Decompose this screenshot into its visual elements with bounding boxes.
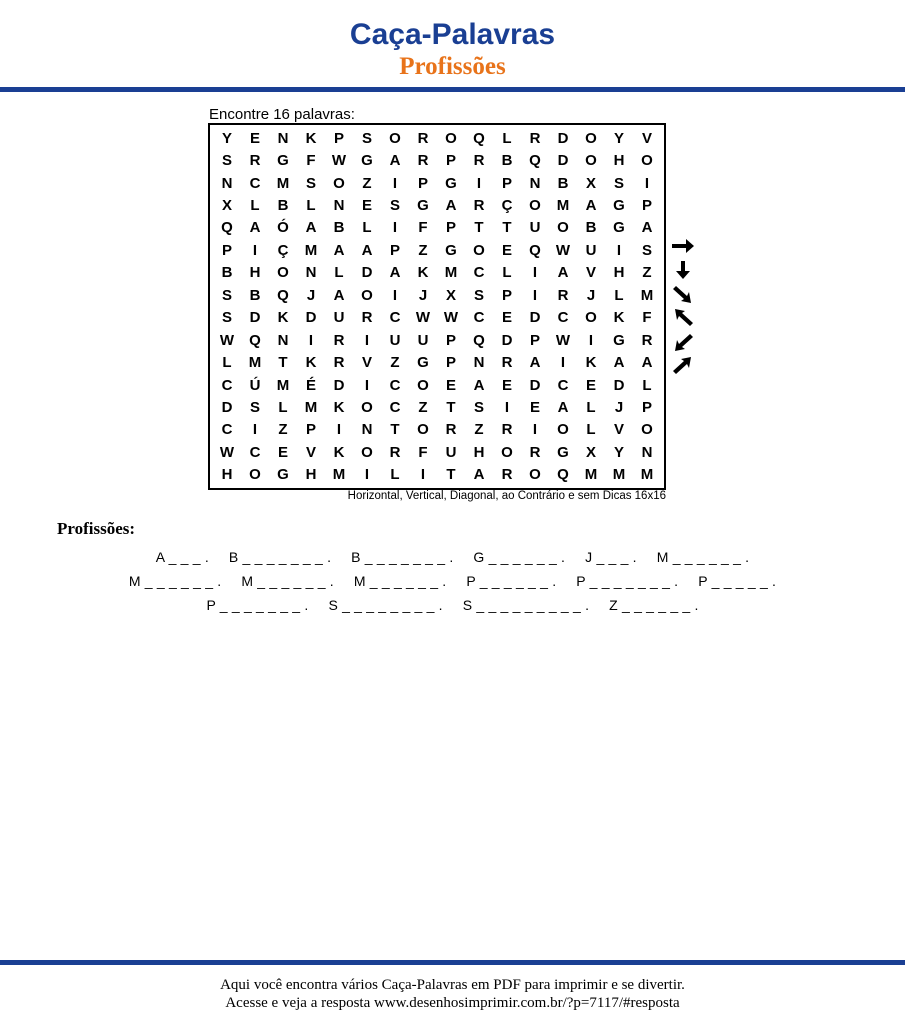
grid-letter: I — [392, 286, 398, 304]
grid-letter: W — [331, 152, 347, 170]
grid-letter: A — [389, 264, 401, 282]
grid-letter: L — [278, 398, 288, 416]
grid-letter: J — [586, 286, 596, 304]
grid-letter: O — [473, 241, 485, 259]
grid-letter: D — [557, 152, 569, 170]
arrow-up-left-icon — [670, 308, 696, 328]
grid-letter: D — [501, 331, 513, 349]
grid-letter: G — [557, 443, 569, 461]
grid-letter: L — [502, 129, 512, 147]
grid-letter: Z — [474, 421, 484, 439]
grid-letter: Y — [613, 443, 624, 461]
grid-letter: R — [529, 129, 541, 147]
grid-letter: K — [613, 309, 625, 327]
grid-letter: H — [473, 443, 485, 461]
grid-letter: F — [418, 219, 428, 237]
word-clue: M _ _ _ _ _ _ . — [656, 549, 750, 565]
grid-letter: C — [473, 309, 485, 327]
grid-letter: S — [473, 398, 484, 416]
grid-letter: Q — [277, 286, 289, 304]
arrow-down-left-icon — [670, 332, 696, 352]
grid-letter: M — [444, 264, 458, 282]
grid-letter: Q — [529, 152, 541, 170]
word-clue: M _ _ _ _ _ _ . — [128, 573, 222, 589]
grid-letter: P — [501, 174, 512, 192]
grid-letter: F — [642, 309, 652, 327]
grid-letter: B — [249, 286, 261, 304]
grid-letter: K — [277, 309, 289, 327]
grid-letter: L — [502, 264, 512, 282]
word-clue: S _ _ _ _ _ _ _ _ _ . — [462, 597, 590, 613]
grid-letter: X — [221, 197, 232, 215]
grid-letter: Z — [642, 264, 652, 282]
grid-letter: Ç — [501, 197, 513, 215]
grid-letter: P — [529, 331, 540, 349]
grid-letter: U — [389, 331, 401, 349]
grid-letter: E — [277, 443, 288, 461]
grid-letter: I — [588, 331, 594, 349]
grid-letter: S — [305, 174, 316, 192]
grid-letter: R — [361, 309, 373, 327]
grid-letter: C — [473, 264, 485, 282]
grid-letter: C — [249, 174, 261, 192]
grid-letter: A — [445, 197, 457, 215]
grid-letter: Ç — [277, 241, 289, 259]
grid-letter: B — [557, 174, 569, 192]
grid-letter: Q — [473, 331, 485, 349]
grid-letter: L — [222, 354, 232, 372]
bottom-divider — [0, 960, 905, 965]
grid-letter: O — [585, 152, 597, 170]
page-subtitle: Profissões — [399, 53, 506, 80]
direction-legend — [668, 236, 700, 376]
grid-letter: O — [333, 174, 345, 192]
grid-letter: C — [249, 443, 261, 461]
grid-letter: D — [305, 309, 317, 327]
grid-letter: L — [362, 219, 372, 237]
grid-letter: R — [473, 152, 485, 170]
grid-letter: T — [474, 219, 484, 237]
grid-letter: W — [555, 241, 571, 259]
grid-letter: Y — [613, 129, 624, 147]
puzzle-instructions: Encontre 16 palavras: — [209, 106, 355, 123]
grid-letter: O — [417, 376, 429, 394]
grid-letter: A — [305, 219, 317, 237]
grid-letter: D — [529, 376, 541, 394]
grid-letter: M — [304, 398, 318, 416]
grid-letter: K — [305, 354, 317, 372]
grid-letter: G — [445, 241, 457, 259]
grid-letter: R — [557, 286, 569, 304]
grid-letter: K — [333, 398, 345, 416]
words-section-label: Profissões: — [57, 519, 136, 538]
grid-letter: I — [616, 241, 622, 259]
grid-letter: P — [641, 398, 652, 416]
word-clue: P _ _ _ _ _ . — [698, 573, 777, 589]
grid-letter: W — [219, 443, 235, 461]
grid-letter: Z — [390, 354, 400, 372]
grid-letter: U — [417, 331, 429, 349]
grid-letter: R — [333, 331, 345, 349]
grid-letter: T — [446, 398, 456, 416]
grid-letter: O — [641, 152, 653, 170]
grid-letter: Q — [557, 466, 569, 484]
grid-letter: L — [390, 466, 400, 484]
grid-letter: E — [585, 376, 596, 394]
grid-letter: R — [389, 443, 401, 461]
grid-letter: E — [445, 376, 456, 394]
top-divider — [0, 87, 905, 92]
grid-letter: N — [641, 443, 653, 461]
grid-letter: X — [585, 443, 596, 461]
grid-letter: J — [418, 286, 428, 304]
grid-letter: O — [557, 421, 569, 439]
word-clue: P _ _ _ _ _ _ _ . — [576, 573, 679, 589]
grid-letter: G — [277, 152, 289, 170]
grid-letter: M — [612, 466, 626, 484]
grid-letter: I — [504, 398, 510, 416]
grid-letter: O — [585, 129, 597, 147]
grid-letter: A — [333, 286, 345, 304]
grid-letter: P — [333, 129, 344, 147]
footer-text: Aqui você encontra vários Caça-Palavras em PDF para imprimir e se divertir. — [220, 977, 685, 993]
grid-letter: I — [560, 354, 566, 372]
grid-letter: B — [501, 152, 513, 170]
grid-letter: K — [333, 443, 345, 461]
grid-letter: P — [305, 421, 316, 439]
grid-letter: I — [336, 421, 342, 439]
grid-letter: E — [249, 129, 260, 147]
grid-letter: N — [221, 174, 233, 192]
grid-letter: G — [613, 197, 625, 215]
grid-letter: I — [392, 219, 398, 237]
grid-letter: G — [613, 331, 625, 349]
grid-letter: Q — [221, 219, 233, 237]
grid-letter: R — [417, 129, 429, 147]
grid-letter: M — [556, 197, 570, 215]
grid-letter: W — [219, 331, 235, 349]
grid-letter: A — [557, 264, 569, 282]
word-clue: G _ _ _ _ _ _ . — [473, 549, 566, 565]
grid-letter: Q — [249, 331, 261, 349]
grid-letter: A — [641, 219, 653, 237]
page-title: Caça-Palavras — [349, 18, 556, 51]
grid-letter: Ó — [277, 219, 289, 237]
grid-letter: X — [445, 286, 456, 304]
grid-letter: W — [555, 331, 571, 349]
grid-letter: A — [613, 354, 625, 372]
grid-letter: V — [641, 129, 652, 147]
grid-letter: R — [641, 331, 653, 349]
grid-letter: A — [585, 197, 597, 215]
grid-letter: W — [443, 309, 459, 327]
grid-letter: G — [417, 197, 429, 215]
grid-letter: T — [278, 354, 288, 372]
grid-letter: D — [249, 309, 261, 327]
grid-letter: I — [532, 264, 538, 282]
grid-letter: O — [361, 443, 373, 461]
word-clue: B _ _ _ _ _ _ _ . — [228, 549, 332, 565]
grid-letter: L — [334, 264, 344, 282]
word-clues-line-1 — [0, 548, 905, 566]
grid-letter: P — [641, 197, 652, 215]
grid-letter: L — [250, 197, 260, 215]
grid-letter: N — [529, 174, 541, 192]
grid-letter: S — [221, 309, 232, 327]
grid-letter: P — [501, 286, 512, 304]
grid-letter: A — [333, 241, 345, 259]
grid-letter: Z — [418, 241, 428, 259]
word-search-grid — [208, 123, 666, 490]
arrow-down-right-icon — [670, 284, 696, 304]
grid-letter: L — [614, 286, 624, 304]
grid-letter: I — [308, 331, 314, 349]
grid-letter: A — [473, 466, 485, 484]
grid-letter: I — [532, 286, 538, 304]
grid-letter: D — [333, 376, 345, 394]
grid-letter: E — [501, 309, 512, 327]
grid-letter: G — [417, 354, 429, 372]
grid-letter: O — [361, 286, 373, 304]
grid-letter: U — [585, 241, 597, 259]
grid-letter: P — [445, 331, 456, 349]
grid-letter: O — [557, 219, 569, 237]
grid-letter: R — [249, 152, 261, 170]
arrow-down-icon — [670, 260, 696, 280]
grid-letter: O — [501, 443, 513, 461]
grid-letter: Z — [278, 421, 288, 439]
grid-letter: S — [249, 398, 260, 416]
grid-letter: I — [364, 331, 370, 349]
grid-letter: N — [277, 331, 289, 349]
grid-letter: H — [613, 264, 625, 282]
grid-letter: B — [221, 264, 233, 282]
grid-letter: G — [361, 152, 373, 170]
grid-letter: D — [361, 264, 373, 282]
grid-letter: R — [473, 197, 485, 215]
grid-letter: G — [613, 219, 625, 237]
grid-letter: R — [501, 354, 513, 372]
grid-letter: V — [361, 354, 372, 372]
grid-letter: O — [641, 421, 653, 439]
grid-letter: I — [252, 421, 258, 439]
grid-letter: O — [249, 466, 261, 484]
grid-letter: C — [557, 309, 569, 327]
grid-letter: I — [420, 466, 426, 484]
grid-letter: H — [613, 152, 625, 170]
grid-letter: R — [501, 466, 513, 484]
grid-letter: O — [529, 466, 541, 484]
grid-letter: C — [221, 376, 233, 394]
grid-letter: V — [613, 421, 624, 439]
grid-letter: H — [221, 466, 233, 484]
grid-letter: L — [642, 376, 652, 394]
grid-letter: U — [529, 219, 541, 237]
grid-letter: N — [361, 421, 373, 439]
word-clue: A _ _ _ . — [155, 549, 209, 565]
grid-letter: C — [557, 376, 569, 394]
grid-letter: I — [532, 421, 538, 439]
grid-letter: E — [529, 398, 540, 416]
grid-letter: I — [364, 376, 370, 394]
grid-letter: M — [304, 241, 318, 259]
grid-letter: M — [248, 354, 262, 372]
grid-letter: S — [473, 286, 484, 304]
arrow-right-icon — [670, 236, 696, 256]
grid-letter: S — [361, 129, 372, 147]
word-clue: P _ _ _ _ _ _ _ . — [206, 597, 309, 613]
grid-letter: F — [418, 443, 428, 461]
grid-letter: P — [445, 354, 456, 372]
grid-letter: Q — [529, 241, 541, 259]
grid-letter: A — [473, 376, 485, 394]
grid-letter: I — [252, 241, 258, 259]
grid-letter: B — [277, 197, 289, 215]
grid-letter: A — [389, 152, 401, 170]
grid-letter: T — [390, 421, 400, 439]
grid-letter: K — [585, 354, 597, 372]
word-clue: M _ _ _ _ _ _ . — [353, 573, 447, 589]
grid-letter: M — [640, 286, 654, 304]
grid-letter: Q — [473, 129, 485, 147]
grid-letter: S — [221, 286, 232, 304]
grid-letter: P — [445, 219, 456, 237]
grid-letter: R — [529, 443, 541, 461]
grid-letter: S — [221, 152, 232, 170]
grid-letter: O — [417, 421, 429, 439]
grid-letter: J — [614, 398, 624, 416]
grid-letter: D — [529, 309, 541, 327]
word-clues-line-3 — [0, 596, 905, 614]
grid-letter: D — [221, 398, 233, 416]
grid-letter: P — [417, 174, 428, 192]
grid-letter: E — [501, 376, 512, 394]
grid-letter: C — [221, 421, 233, 439]
grid-letter: É — [305, 376, 316, 394]
grid-letter: A — [361, 241, 373, 259]
grid-letter: M — [332, 466, 346, 484]
grid-letter: P — [221, 241, 232, 259]
word-clue: Z _ _ _ _ _ _ . — [609, 597, 699, 613]
grid-letter: S — [613, 174, 624, 192]
grid-letter: X — [585, 174, 596, 192]
grid-letter: D — [613, 376, 625, 394]
grid-letter: V — [585, 264, 596, 282]
grid-letter: Z — [418, 398, 428, 416]
grid-letter: R — [445, 421, 457, 439]
grid-letter: Z — [362, 174, 372, 192]
grid-letter: U — [445, 443, 457, 461]
grid-letter: O — [445, 129, 457, 147]
grid-letter: C — [389, 398, 401, 416]
grid-letter: L — [586, 421, 596, 439]
arrow-up-right-icon — [670, 356, 696, 376]
grid-letter: O — [389, 129, 401, 147]
grid-letter: M — [640, 466, 654, 484]
grid-letter: A — [529, 354, 541, 372]
grid-letter: J — [306, 286, 316, 304]
grid-letter: O — [585, 309, 597, 327]
word-clue: S _ _ _ _ _ _ _ _ . — [328, 597, 443, 613]
grid-letter: Y — [221, 129, 232, 147]
grid-letter: R — [333, 354, 345, 372]
grid-letter: K — [305, 129, 317, 147]
grid-letter: O — [529, 197, 541, 215]
grid-letter: P — [389, 241, 400, 259]
grid-letter: C — [389, 376, 401, 394]
grid-letter: A — [557, 398, 569, 416]
word-clues-line-2 — [0, 572, 905, 590]
grid-letter: O — [361, 398, 373, 416]
word-clue: J _ _ _ . — [585, 549, 637, 565]
grid-letter: I — [364, 466, 370, 484]
grid-letter: T — [502, 219, 512, 237]
grid-letter: S — [641, 241, 652, 259]
grid-letter: H — [249, 264, 261, 282]
grid-letter: I — [476, 174, 482, 192]
grid-letter: M — [276, 376, 290, 394]
grid-letter: F — [306, 152, 316, 170]
grid-letter: A — [641, 354, 653, 372]
grid-letter: R — [417, 152, 429, 170]
grid-letter: B — [333, 219, 345, 237]
grid-letter: U — [333, 309, 345, 327]
grid-letter: L — [306, 197, 316, 215]
grid-letter: K — [417, 264, 429, 282]
grid-letter: I — [392, 174, 398, 192]
grid-letter: P — [445, 152, 456, 170]
grid-letter: R — [501, 421, 513, 439]
grid-letter: L — [586, 398, 596, 416]
grid-letter: H — [305, 466, 317, 484]
grid-letter: V — [305, 443, 316, 461]
grid-letter: D — [557, 129, 569, 147]
grid-letter: M — [276, 174, 290, 192]
word-clue: P _ _ _ _ _ _ . — [466, 573, 557, 589]
grid-letter: E — [501, 241, 512, 259]
word-clue: B _ _ _ _ _ _ _ . — [351, 549, 454, 565]
grid-letter: I — [644, 174, 650, 192]
grid-letter: N — [333, 197, 345, 215]
grid-letter: Ú — [249, 376, 261, 394]
grid-letter: T — [446, 466, 456, 484]
grid-letter: E — [361, 197, 372, 215]
grid-letter: N — [473, 354, 485, 372]
grid-letter: G — [445, 174, 457, 192]
footer-link-text: Acesse e veja a resposta www.desenhosimprimir.com.br/?p=7117/#resposta — [225, 995, 680, 1011]
grid-letter: N — [305, 264, 317, 282]
word-clue: M _ _ _ _ _ _ . — [241, 573, 334, 589]
grid-letter: W — [415, 309, 431, 327]
grid-letter: N — [277, 129, 289, 147]
grid-letter: B — [585, 219, 597, 237]
grid-letter: C — [389, 309, 401, 327]
grid-letter: G — [277, 466, 289, 484]
grid-letter: A — [249, 219, 261, 237]
grid-letter: O — [277, 264, 289, 282]
grid-caption: Horizontal, Vertical, Diagonal, ao Contrário e sem Dicas 16x16 — [347, 490, 666, 502]
grid-letter: M — [584, 466, 598, 484]
grid-letter: S — [389, 197, 400, 215]
